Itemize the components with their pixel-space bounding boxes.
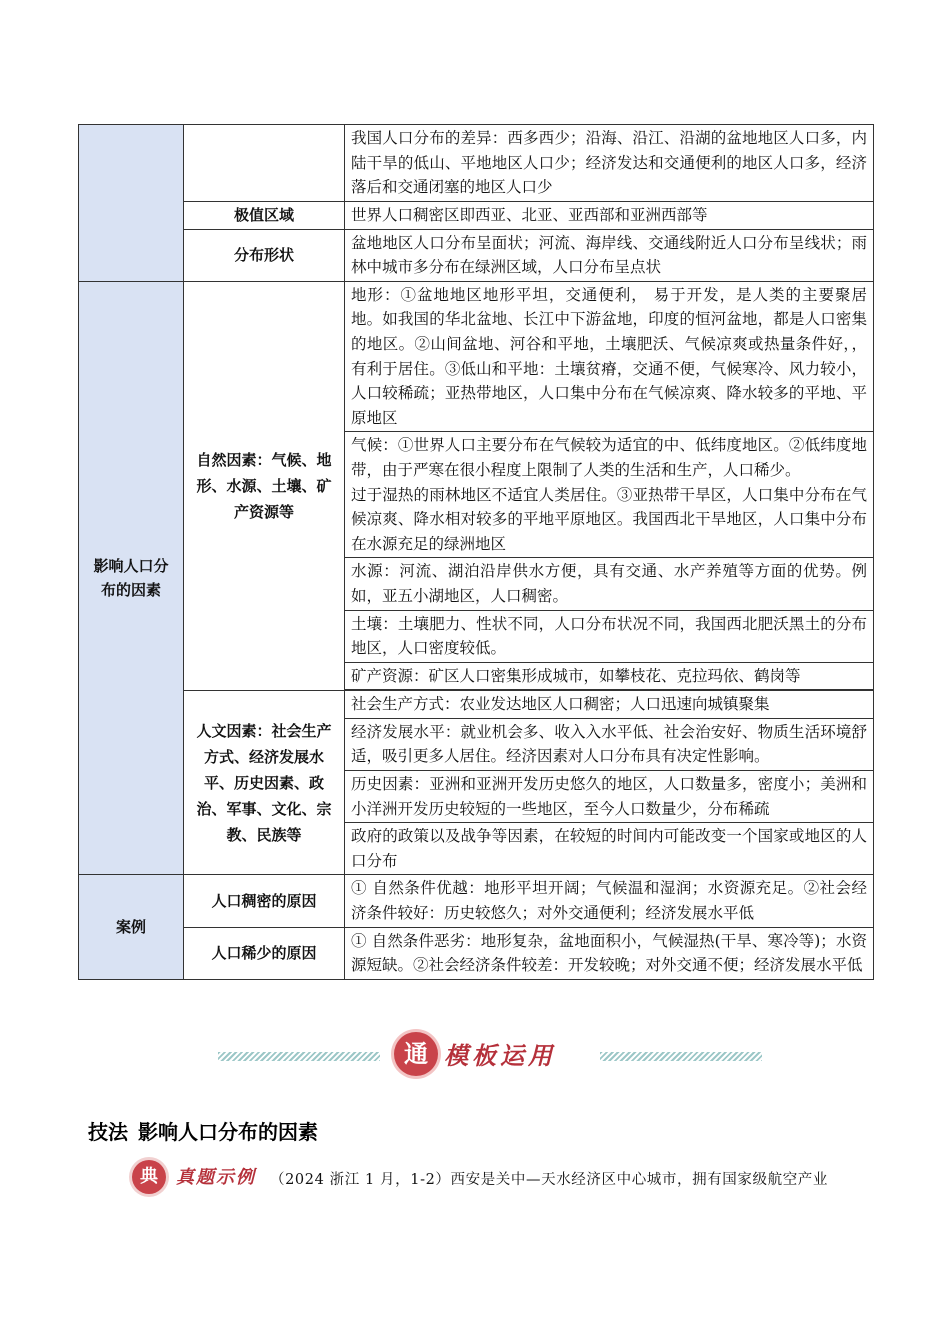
subcategory-cell-empty [184, 125, 345, 202]
table-row [79, 875, 874, 927]
climate-cell [345, 432, 874, 558]
climate-paragraph-1: 气候：①世界人口主要分布在气候较为适宜的中、低纬度地区。②低纬度地带，由于严寒在很小程度上限制了人类的生活和生产，人口稀少。 [351, 436, 867, 479]
factors-label-text: 影响人口分布的因素 [93, 556, 169, 600]
natural-factors-text: 自然因素：气候、地形、水源、土壤、矿产资源等 [196, 451, 332, 522]
table-row [79, 927, 874, 979]
water-cell: 水源：河流、湖泊沿岸供水方便，具有交通、水产养殖等方面的优势。例如，亚五小湖地区，人口稠密。 [345, 558, 874, 610]
extreme-region-text: 世界人口稠密区即西亚、北亚、亚西部和亚洲西部等 [345, 202, 874, 230]
example-text: （2024 浙江 1 月，1-2）西安是关中—天水经济区中心城市，拥有国家级航空产业 [270, 1172, 829, 1188]
china-difference-cell: 我国人口分布的差异：西多西少；沿海、沿江、沿湖的盆地地区人口多，内陆干旱的低山、平地地区人口少；经济发达和交通便利的地区人口多，经济落后和交通闭塞的地区人口少 [345, 125, 874, 202]
section-title: 影响人口分布的因素 [138, 1120, 318, 1144]
banner-stripe-left [218, 1052, 380, 1061]
dense-reason-label: 人口稠密的原因 [184, 875, 345, 927]
tong-seal-icon: 通 [394, 1032, 438, 1076]
example-label: 真题示例 [176, 1167, 256, 1188]
sparse-reason-text: ① 自然条件恶劣：地形复杂，盆地面积小，气候湿热(干旱、寒冷等)；水资源短缺。②社会经济条件较差：开发较晚；对外交通不便；经济发展水平低 [345, 927, 874, 979]
banner-title: 模板运用 [444, 1041, 556, 1070]
history-cell: 历史因素：亚洲和亚洲开发历史悠久的地区，人口数量多，密度小；美洲和小洋洲开发历史较短的一些地区，至今人口数量少，分布稀疏 [345, 771, 874, 823]
soil-cell: 土壤：土壤肥力、性状不同，人口分布状况不同，我国西北肥沃黑土的分布地区，人口密度较低。 [345, 610, 874, 662]
dense-reason-text: ① 自然条件优越：地形平坦开阔；气候温和湿润；水资源充足。②社会经济条件较好：历史较悠久；对外交通便利；经济发展水平低 [345, 875, 874, 927]
banner-stripe-right [600, 1052, 762, 1061]
table-row [79, 202, 874, 230]
category-cell-distribution [79, 125, 184, 282]
section-prefix: 技法 [88, 1120, 128, 1144]
table-row [79, 229, 874, 281]
example-row [132, 1160, 872, 1194]
policy-cell: 政府的政策以及战争等因素，在较短的时间内可能改变一个国家或地区的人口分布 [345, 823, 874, 875]
human-factors-text: 人文因素：社会生产方式、经济发展水平、历史因素、政治、军事、文化、宗教、民族等 [196, 721, 332, 844]
distribution-shape-label: 分布形状 [184, 229, 345, 281]
cases-label: 案例 [79, 875, 184, 979]
terrain-cell: 地形：①盆地地区地形平坦，交通便利， 易于开发，是人类的主要聚居地。如我国的华北盆地、长江中下游盆地，印度的恒河盆地，都是人口密集的地区。②山间盆地、河谷和平地，土壤肥沃、气候凉爽或热量条件好，，有利于居住。③低山和平地：土壤贫瘠，交通不便，气候寒冷、风力较小，人口较稀疏；亚热带地区，人口集中分布在气候凉爽、降水较多的平地、平原地区 [345, 281, 874, 432]
table-row [79, 691, 874, 719]
production-cell: 社会生产方式：农业发达地区人口稠密；人口迅速向城镇聚集 [345, 691, 874, 719]
dian-seal-icon: 典 [132, 1160, 166, 1194]
table-row [79, 281, 874, 432]
economy-cell: 经济发展水平：就业机会多、收入入水平低、社会治安好、物质生活环境舒适，吸引更多人居住。经济因素对人口分布具有决定性影响。 [345, 718, 874, 770]
knowledge-table [78, 124, 874, 980]
template-banner [218, 1030, 762, 1082]
climate-paragraph-2: 过于湿热的雨林地区不适宜人类居住。③亚热带干旱区，人口集中分布在气候凉爽、降水相对较多的平地平原地区。我国西北干旱地区，人口集中分布在水源充足的绿洲地区 [351, 485, 867, 553]
sparse-reason-label: 人口稀少的原因 [184, 927, 345, 979]
extreme-region-label: 极值区域 [184, 202, 345, 230]
human-factors-label [184, 691, 345, 875]
factors-label [79, 281, 184, 875]
natural-factors-label [184, 281, 345, 691]
distribution-shape-text: 盆地地区人口分布呈面状；河流、海岸线、交通线附近人口分布呈线状；雨林中城市多分布在绿洲区域，人口分布呈点状 [345, 229, 874, 281]
section-heading [88, 1116, 318, 1145]
table-row [79, 125, 874, 202]
mineral-cell: 矿产资源：矿区人口密集形成城市，如攀枝花、克拉玛依、鹤岗等 [345, 662, 874, 690]
